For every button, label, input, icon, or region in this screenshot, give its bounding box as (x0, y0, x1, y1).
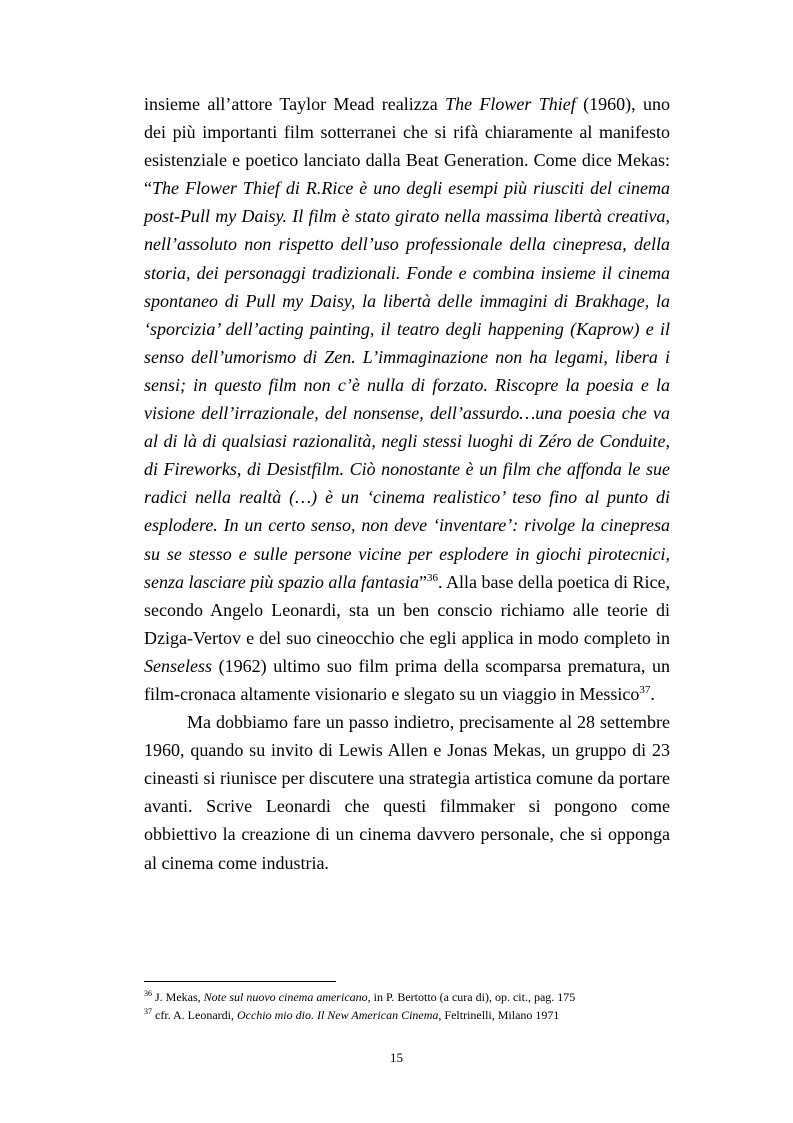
italic-text: Occhio mio dio. Il New American Cinema (236, 1008, 439, 1022)
footnote-36 (144, 988, 704, 1006)
page-number: 15 (390, 1050, 403, 1065)
italic-text: Senseless (144, 655, 212, 676)
italic-text: Note sul nuovo cinema americano (203, 990, 368, 1004)
footnotes (144, 988, 704, 1024)
text-run: cfr. A. Leonardi, (152, 1008, 237, 1022)
text-run: . Alla base della poetica di Rice, secondo Angelo Leonardi, sta un ben conscio richiamo alle teorie di Dziga-Vertov e del suo cineocchio che egli applica in modo completo in (144, 571, 670, 648)
footnote-separator (144, 981, 336, 982)
text-run: (1962) ultimo suo film prima della scomparsa prematura, un film-cronaca altamente visionario e slegato su un viaggio in Messico (144, 655, 670, 704)
footnote-ref: 36 (144, 989, 152, 998)
footnote-ref: 37 (639, 683, 651, 696)
text-run: insieme all’attore Taylor Mead realizza (144, 94, 446, 114)
paragraph-1 (144, 90, 670, 708)
text-run: J. Mekas, (152, 990, 204, 1004)
paragraph-2 (144, 708, 670, 877)
text-run: , Feltrinelli, Milano 1971 (438, 1008, 560, 1022)
main-text (144, 90, 670, 877)
footnote-37 (144, 1006, 704, 1024)
text-run: (1960), uno dei più importanti film sotterranei che si rifà chiaramente al manifesto esistenziale e poetico lanciato dalla Beat Generation. Come dice Mekas: “ (144, 94, 670, 199)
text-run: . (650, 683, 655, 704)
text-run: Ma dobbiamo fare un passo indietro, precisamente al 28 settembre 1960, quando su invito di Lewis Allen e Jonas Mekas, un gruppo di 23 cineasti si riunisce per discutere una strategia artistica comune da portare avanti. Scrive Leonardi che questi filmmaker si pongono come obbiettivo la creazione di un cinema davvero personale, che si opponga al cinema come industria. (144, 712, 670, 873)
text-run: ” (418, 571, 427, 592)
footnote-ref: 36 (426, 571, 438, 584)
italic-text: The Flower Thief di R.Rice è uno degli esempi più riusciti del cinema post-Pull my Daisy. Il film è stato girato nella massima libertà creativa, nell’assoluto non rispetto dell’uso professionale della cinepresa, della storia, dei personaggi tradizionali. Fonde e combina insieme il cinema spontaneo di Pull my Daisy, la libertà delle immagini di Brakhage, la ‘sporcizia’ dell’acting painting, il teatro degli happening (Kaprow) e il senso dell’umorismo di Zen. L’immaginazione non ha legami, libera i sensi; in questo film non c’è nulla di forzato. Riscopre la poesia e la visione dell’irrazionale, del nonsense, dell’assurdo…una poesia che va al di là di qualsiasi razionalità, negli stessi luoghi di Zéro de Conduite, di Fireworks, di Desistfilm. Ciò nonostante è un film che affonda le sue radici nella realtà (…) è un ‘cinema realistico’ teso fino al punto di esplodere. In un certo senso, non deve ‘inventare’: rivolge la cinepresa su se stesso e sulle persone vicine per esplodere in giochi pirotecnici, senza lasciare più spazio alla fantasia (144, 178, 670, 592)
italic-text: The Flower Thief (445, 94, 576, 114)
footnote-ref: 37 (144, 1007, 152, 1016)
text-run: , in P. Bertotto (a cura di), op. cit., pag. 175 (367, 990, 576, 1004)
